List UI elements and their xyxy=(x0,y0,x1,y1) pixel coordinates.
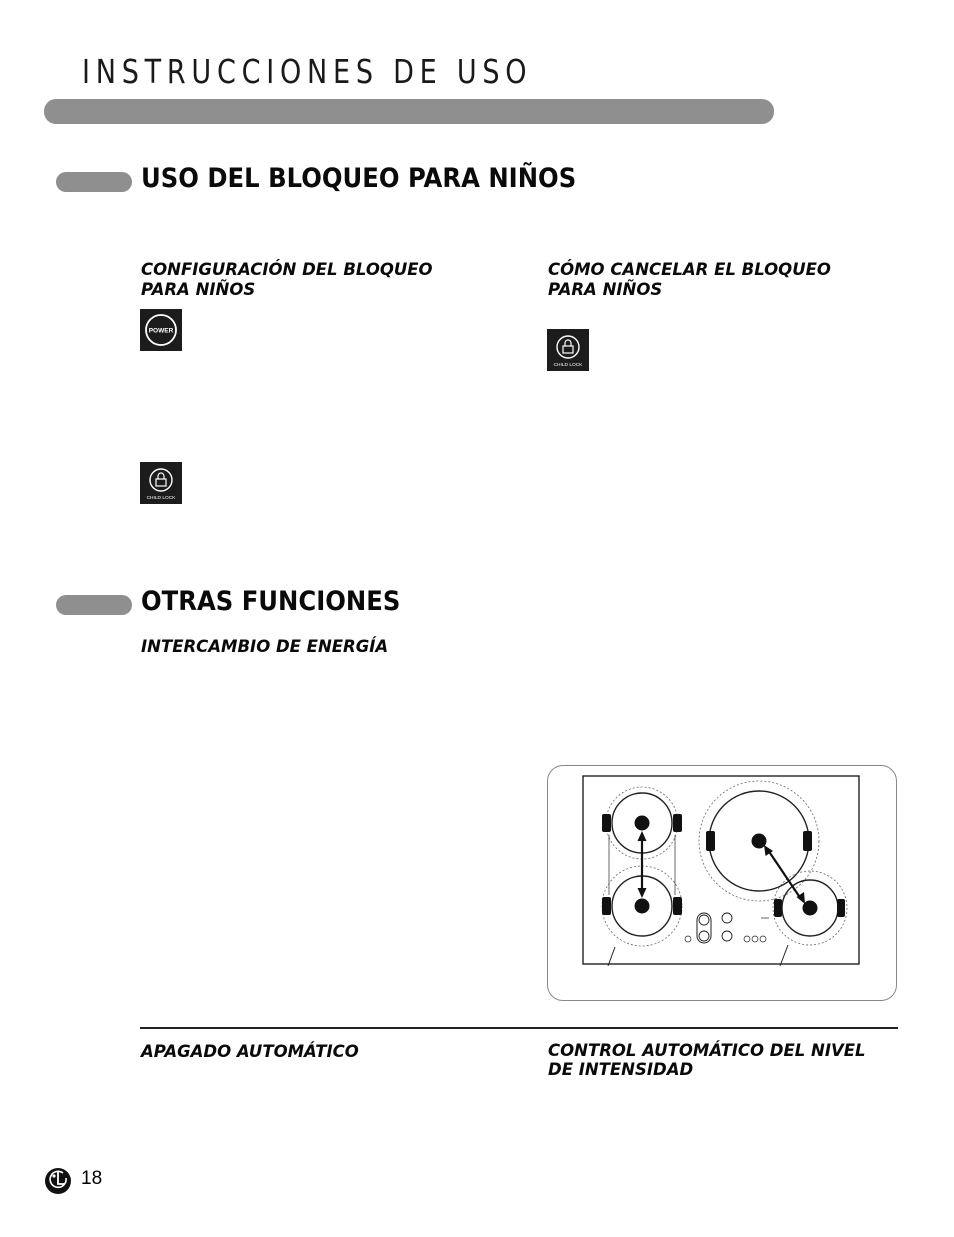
page-title: INSTRUCCIONES DE USO xyxy=(82,52,533,91)
section-marker xyxy=(56,172,132,192)
lg-logo-icon xyxy=(44,1167,72,1195)
section-marker xyxy=(56,595,132,615)
divider-rule xyxy=(140,1027,898,1029)
section-heading-child-lock: USO DEL BLOQUEO PARA NIÑOS xyxy=(141,163,577,194)
section-heading-other-functions: OTRAS FUNCIONES xyxy=(141,586,401,617)
title-bar xyxy=(44,99,774,124)
power-button-label: POWER xyxy=(148,327,174,335)
child-lock-label: CHILD LOCK xyxy=(553,363,583,368)
subheading-power-sharing: INTERCAMBIO DE ENERGÍA xyxy=(141,637,389,656)
subheading-child-lock-setup: CONFIGURACIÓN DEL BLOQUEO PARA NIÑOS xyxy=(141,260,433,299)
child-lock-label: CHILD LOCK xyxy=(146,496,176,501)
child-lock-icon xyxy=(547,329,589,371)
page-number: 18 xyxy=(81,1168,103,1189)
subheading-auto-level: CONTROL AUTOMÁTICO DEL NIVEL DE INTENSIDAD xyxy=(548,1041,866,1079)
subheading-child-lock-cancel: CÓMO CANCELAR EL BLOQUEO PARA NIÑOS xyxy=(548,260,831,299)
cooktop-diagram xyxy=(547,765,897,1001)
child-lock-icon xyxy=(140,462,182,504)
power-button-icon xyxy=(140,309,182,351)
subheading-auto-off: APAGADO AUTOMÁTICO xyxy=(141,1042,359,1061)
